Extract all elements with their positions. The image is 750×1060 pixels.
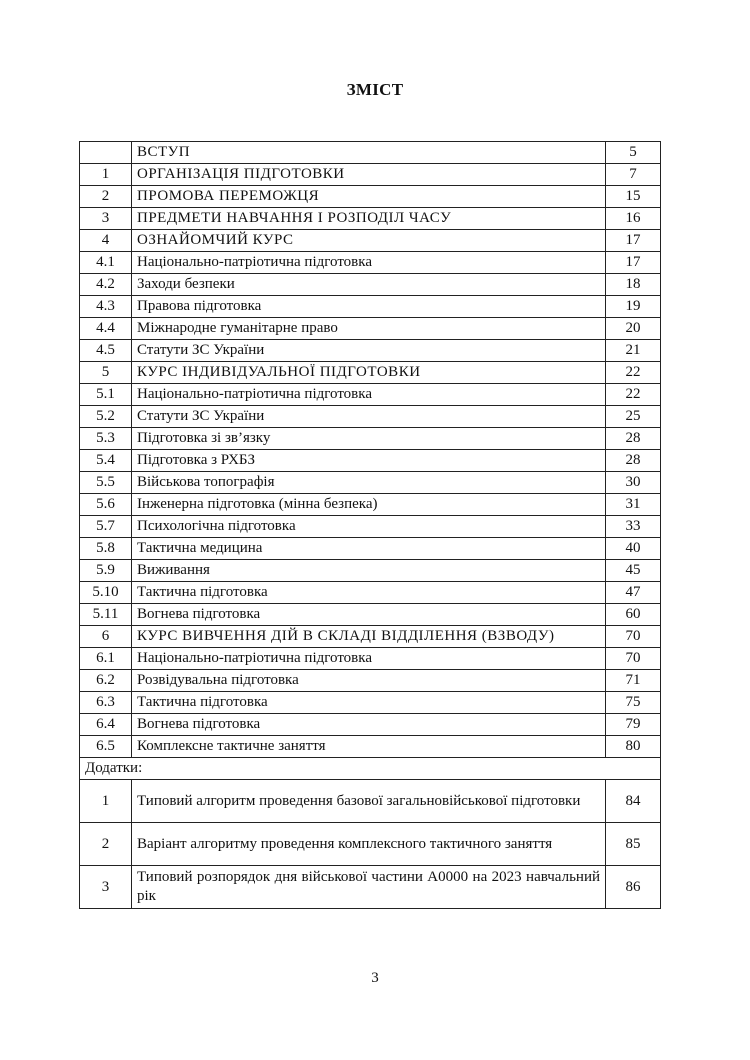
toc-row: [80, 252, 661, 274]
section-number: 6.4: [80, 714, 132, 736]
toc-row: [80, 142, 661, 164]
page-ref: 70: [606, 648, 661, 670]
toc-row: [80, 296, 661, 318]
section-number: 1: [80, 164, 132, 186]
section-title: Виживання: [132, 560, 606, 582]
section-title: Підготовка зі зв’язку: [132, 428, 606, 450]
section-title: Заходи безпеки: [132, 274, 606, 296]
toc-row: [80, 472, 661, 494]
page-ref: 28: [606, 450, 661, 472]
toc-row: [80, 450, 661, 472]
toc-row: [80, 318, 661, 340]
appendix-row: [80, 866, 661, 909]
section-number: 2: [80, 186, 132, 208]
section-number: 4.3: [80, 296, 132, 318]
section-title: Комплексне тактичне заняття: [132, 736, 606, 758]
page-ref: 79: [606, 714, 661, 736]
section-number: 4.2: [80, 274, 132, 296]
page-ref: 18: [606, 274, 661, 296]
section-number: 5.2: [80, 406, 132, 428]
section-title: ОРГАНІЗАЦІЯ ПІДГОТОВКИ: [132, 164, 606, 186]
page-ref: 84: [606, 780, 661, 823]
section-title: Національно-патріотична підготовка: [132, 648, 606, 670]
page-ref: 47: [606, 582, 661, 604]
page-ref: 86: [606, 866, 661, 909]
section-number: 4: [80, 230, 132, 252]
section-title: Національно-патріотична підготовка: [132, 384, 606, 406]
toc-row: [80, 208, 661, 230]
section-number: 6.2: [80, 670, 132, 692]
page-ref: 22: [606, 362, 661, 384]
appendix-title: Варіант алгоритму проведення комплексного тактичного заняття: [132, 823, 606, 866]
page-ref: 70: [606, 626, 661, 648]
toc-row: [80, 560, 661, 582]
section-number: 5.1: [80, 384, 132, 406]
section-number: 6.5: [80, 736, 132, 758]
section-title: Військова топографія: [132, 472, 606, 494]
toc-row: [80, 714, 661, 736]
page-ref: 15: [606, 186, 661, 208]
section-title: Розвідувальна підготовка: [132, 670, 606, 692]
appendix-title: Типовий алгоритм проведення базової загальновійськової підготовки: [132, 780, 606, 823]
section-title: Підготовка з РХБЗ: [132, 450, 606, 472]
toc-row: [80, 648, 661, 670]
page-ref: 19: [606, 296, 661, 318]
page-ref: 80: [606, 736, 661, 758]
page-title: ЗМІСТ: [346, 80, 404, 99]
section-title: Правова підготовка: [132, 296, 606, 318]
section-title: Тактична підготовка: [132, 582, 606, 604]
toc-row: [80, 362, 661, 384]
section-number: 5.6: [80, 494, 132, 516]
section-number: 5.7: [80, 516, 132, 538]
appendix-label: Додатки:: [80, 758, 661, 780]
section-title: ВСТУП: [132, 142, 606, 164]
section-number: 5.11: [80, 604, 132, 626]
section-title: Міжнародне гуманітарне право: [132, 318, 606, 340]
page-ref: 20: [606, 318, 661, 340]
section-title: Вогнева підготовка: [132, 604, 606, 626]
toc-row: [80, 494, 661, 516]
page-ref: 21: [606, 340, 661, 362]
page-ref: 17: [606, 230, 661, 252]
section-title: Статути ЗС України: [132, 340, 606, 362]
section-number: 4.4: [80, 318, 132, 340]
toc-row: [80, 670, 661, 692]
appendix-number: 2: [80, 823, 132, 866]
appendix-header-row: [80, 758, 661, 780]
page-ref: 17: [606, 252, 661, 274]
section-number: 5.4: [80, 450, 132, 472]
section-number: 6: [80, 626, 132, 648]
toc-row: [80, 538, 661, 560]
section-number: 5.8: [80, 538, 132, 560]
section-title: КУРС ВИВЧЕННЯ ДІЙ В СКЛАДІ ВІДДІЛЕННЯ (ВЗВОДУ): [132, 626, 606, 648]
section-number: 4.5: [80, 340, 132, 362]
toc-row: [80, 582, 661, 604]
section-title: Психологічна підготовка: [132, 516, 606, 538]
toc-row: [80, 230, 661, 252]
toc-row: [80, 384, 661, 406]
section-number: 5.3: [80, 428, 132, 450]
section-number: [80, 142, 132, 164]
page-ref: 16: [606, 208, 661, 230]
toc-row: [80, 274, 661, 296]
section-title: ОЗНАЙОМЧИЙ КУРС: [132, 230, 606, 252]
page-ref: 30: [606, 472, 661, 494]
section-number: 5.5: [80, 472, 132, 494]
section-title: Національно-патріотична підготовка: [132, 252, 606, 274]
appendix-row: [80, 823, 661, 866]
toc-row: [80, 692, 661, 714]
toc-row: [80, 164, 661, 186]
page-number: 3: [371, 970, 379, 986]
page-ref: 7: [606, 164, 661, 186]
section-title: ПРОМОВА ПЕРЕМОЖЦЯ: [132, 186, 606, 208]
section-number: 3: [80, 208, 132, 230]
toc-row: [80, 186, 661, 208]
section-title: ПРЕДМЕТИ НАВЧАННЯ І РОЗПОДІЛ ЧАСУ: [132, 208, 606, 230]
toc-row: [80, 406, 661, 428]
page-ref: 75: [606, 692, 661, 714]
appendix-number: 1: [80, 780, 132, 823]
section-title: Статути ЗС України: [132, 406, 606, 428]
section-title: Вогнева підготовка: [132, 714, 606, 736]
toc-row: [80, 340, 661, 362]
section-title: Тактична підготовка: [132, 692, 606, 714]
table-of-contents: [79, 141, 661, 909]
page-ref: 5: [606, 142, 661, 164]
toc-row: [80, 516, 661, 538]
section-number: 5.10: [80, 582, 132, 604]
section-number: 5: [80, 362, 132, 384]
section-number: 5.9: [80, 560, 132, 582]
toc-row: [80, 626, 661, 648]
section-number: 4.1: [80, 252, 132, 274]
page-ref: 25: [606, 406, 661, 428]
section-number: 6.1: [80, 648, 132, 670]
section-title: Тактична медицина: [132, 538, 606, 560]
section-title: КУРС ІНДИВІДУАЛЬНОЇ ПІДГОТОВКИ: [132, 362, 606, 384]
toc-row: [80, 428, 661, 450]
page-ref: 85: [606, 823, 661, 866]
section-number: 6.3: [80, 692, 132, 714]
page-ref: 28: [606, 428, 661, 450]
page-ref: 45: [606, 560, 661, 582]
page-ref: 40: [606, 538, 661, 560]
appendix-number: 3: [80, 866, 132, 909]
section-title: Інженерна підготовка (мінна безпека): [132, 494, 606, 516]
page-ref: 60: [606, 604, 661, 626]
toc-row: [80, 604, 661, 626]
page-ref: 33: [606, 516, 661, 538]
page-ref: 22: [606, 384, 661, 406]
page-ref: 71: [606, 670, 661, 692]
appendix-title: Типовий розпорядок дня військової частини А0000 на 2023 навчальний рік: [132, 866, 606, 909]
toc-row: [80, 736, 661, 758]
appendix-row: [80, 780, 661, 823]
page-ref: 31: [606, 494, 661, 516]
